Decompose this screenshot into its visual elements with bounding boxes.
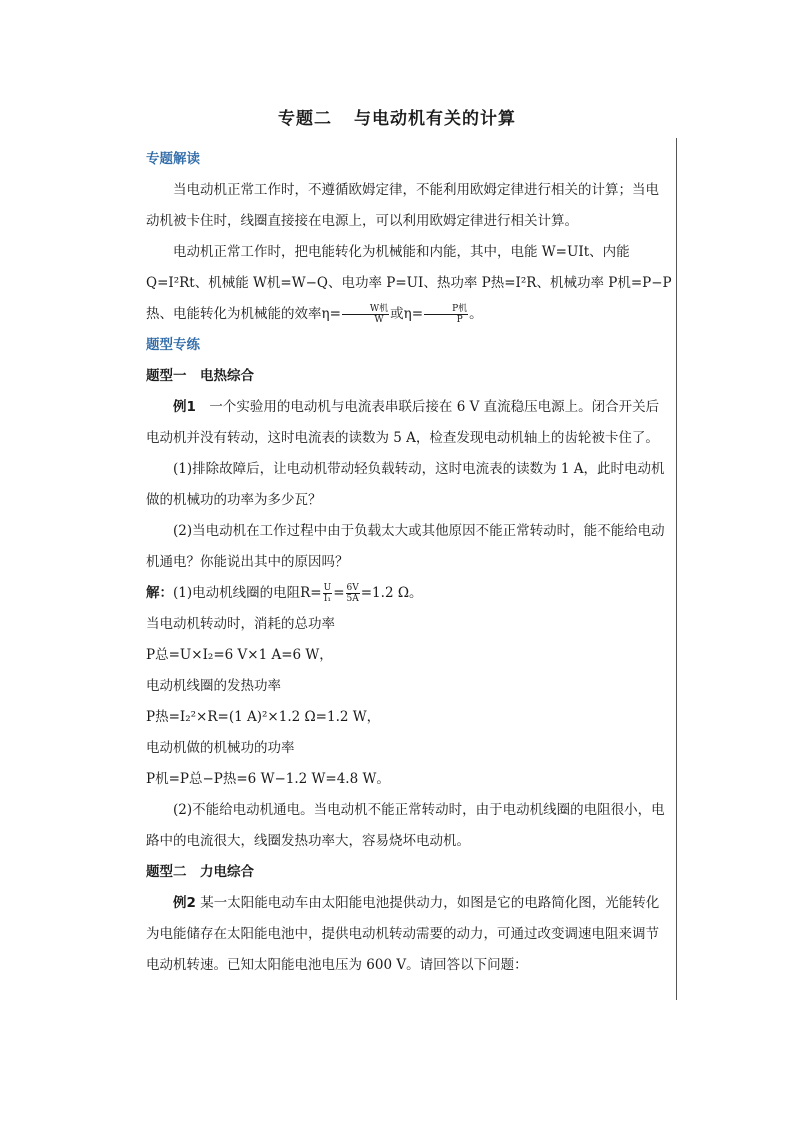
solution-line-3: P总=U×I₂=6 V×1 A=6 W， bbox=[146, 647, 333, 663]
example-2-label: 例2 bbox=[173, 895, 196, 911]
solution-line-4: 电动机线圈的发热功率 bbox=[146, 678, 281, 694]
efficiency-fraction-2: $\frac{\text{P机}}{P}$ bbox=[424, 304, 468, 325]
example-1: 例1 一个实验用的电动机与电流表串联后接在 6 V 直流稳压电源上。闭合开关后电动机并没有转动，这时电流表的读数为 5 A，检查发现电动机轴上的齿轮被卡住了。 bbox=[146, 399, 660, 446]
solution-line-1: 解：(1)电动机线圈的电阻R= $\frac{U}{\text{I₁}}$ = $\frac{6V}{5A}$ =1.2 Ω。 bbox=[146, 583, 423, 604]
example-2: 例2 某一太阳能电动车由太阳能电池提供动力，如图是它的电路简化图，光能转化为电能储存在太阳能电池中，提供电动机转动需要的动力，可通过改变调速电阻来调节电动机转速。已知太阳能电池电压为 600 V。请回答以下问题： bbox=[146, 895, 660, 973]
solution-label: 解： bbox=[146, 585, 173, 601]
solution-line-6: 电动机做的机械功的功率 bbox=[146, 740, 295, 756]
title-topic-name: 与电动机有关的计算 bbox=[354, 109, 516, 129]
example-1-question-1: (1)排除故障后，让电动机带动轻负载转动，这时电流表的读数为 1 A，此时电动机做的机械功的功率为多少瓦？ bbox=[146, 461, 665, 508]
section-heading-practice: 题型专练 bbox=[146, 337, 200, 353]
margin-rule bbox=[676, 138, 677, 1000]
intro-paragraph-1: 当电动机正常工作时，不遵循欧姆定律，不能利用欧姆定律进行相关的计算；当电动机被卡住时，线圈直接接在电源上，可以利用欧姆定律进行相关计算。 bbox=[146, 182, 659, 229]
resistance-fraction-symbolic: $\frac{U}{\text{I₁}}$ bbox=[323, 583, 332, 604]
type-heading-1: 题型一 电热综合 bbox=[146, 368, 254, 384]
efficiency-fraction-1: $\frac{\text{W机}}{W}$ bbox=[342, 304, 389, 325]
intro-formulas-text: 电动机正常工作时，把电能转化为机械能和内能，其中，电能 W=UIt、内能 Q=I²Rt、机械能 W机=W−Q、电功率 P=UI、热功率 P热=I²R、机械功率 P机=P−P热、电能转化为机械能的效率η= bbox=[146, 244, 672, 322]
example-1-question-2: (2)当电动机在工作过程中由于负载太大或其他原因不能正常转动时，能不能给电动机通电？你能说出其中的原因吗？ bbox=[146, 523, 665, 570]
title-topic-number: 专题二 bbox=[278, 109, 332, 129]
section-heading-interpretation: 专题解读 bbox=[146, 151, 200, 167]
example-1-label: 例1 bbox=[173, 399, 196, 415]
solution-line-5: P热=I₂²×R=(1 A)²×1.2 Ω=1.2 W， bbox=[146, 709, 381, 725]
intro-paragraph-2: 电动机正常工作时，把电能转化为机械能和内能，其中，电能 W=UIt、内能 Q=I²Rt、机械能 W机=W−Q、电功率 P=UI、热功率 P热=I²R、机械功率 P机=P−P热、电能转化为机械能的效率η= $\frac{\text{W机}}{W}$ 或η= $\frac{\text{P机}}{P}$ 。 bbox=[146, 244, 672, 325]
solution-part-2: (2)不能给电动机通电。当电动机不能正常转动时，由于电动机线圈的电阻很小，电路中的电流很大，线圈发热功率大，容易烧坏电动机。 bbox=[146, 802, 665, 849]
resistance-fraction-numeric: $\frac{6V}{5A}$ bbox=[346, 583, 359, 604]
intro-or-text: 或η= bbox=[390, 306, 424, 322]
type-heading-2: 题型二 力电综合 bbox=[146, 864, 254, 880]
solution-line-2: 当电动机转动时，消耗的总功率 bbox=[146, 616, 335, 632]
solution-line-7: P机=P总−P热=6 W−1.2 W=4.8 W。 bbox=[146, 771, 390, 787]
page-title bbox=[0, 104, 794, 129]
document-body bbox=[146, 144, 672, 981]
